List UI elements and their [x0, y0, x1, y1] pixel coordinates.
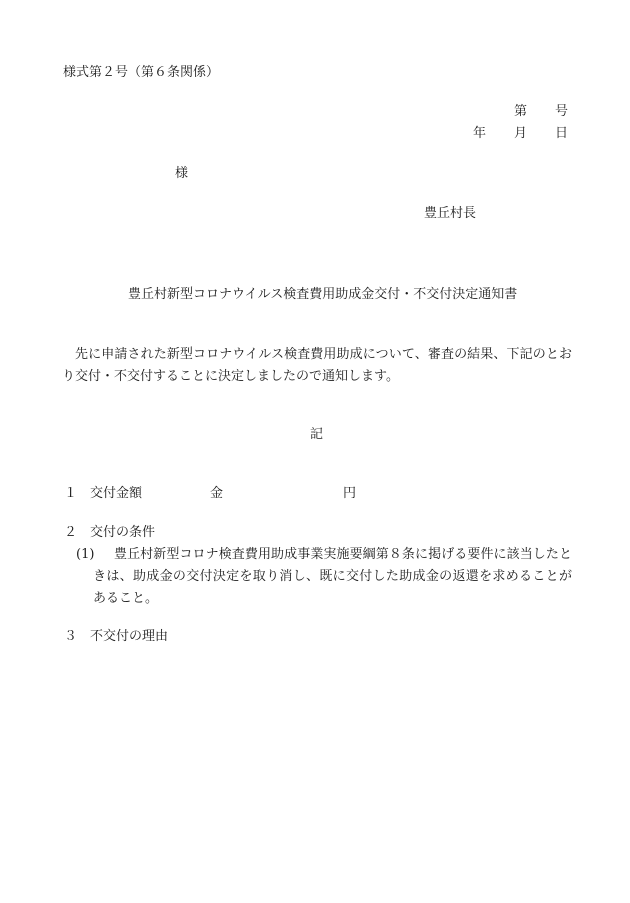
condition-item: [64, 544, 572, 610]
addressee-suffix: 様: [175, 166, 189, 181]
amount-prefix: 金: [210, 486, 224, 501]
condition-number: (1): [76, 547, 95, 562]
sender: 豊丘村長: [424, 206, 477, 221]
item-number: ３: [64, 629, 78, 644]
condition-text: 豊丘村新型コロナ検査費用助成事業実施要綱第８条に掲げる要件に該当したときは、助成金の交付決定を取り消し、既に交付した助成金の返還を求めることがあること。: [93, 547, 572, 606]
date-year: 年: [473, 126, 487, 141]
doc-number-prefix: 第: [514, 104, 528, 119]
body-text: 先に申請された新型コロナウイルス検査費用助成について、審査の結果、下記のとおり交付・不交付することに決定しましたので通知します。: [62, 347, 572, 384]
item-label: 交付の条件: [90, 525, 156, 540]
form-number: 様式第２号（第６条関係）: [63, 65, 220, 80]
amount-suffix: 円: [343, 486, 357, 501]
ki-heading: 記: [310, 427, 324, 442]
item-label: 不交付の理由: [90, 629, 169, 644]
date-month: 月: [514, 126, 528, 141]
document-title: 豊丘村新型コロナウイルス検査費用助成金交付・不交付決定通知書: [128, 287, 518, 302]
item-number: １: [64, 486, 78, 501]
date-day: 日: [555, 126, 569, 141]
doc-number-suffix: 号: [555, 104, 569, 119]
item-number: ２: [64, 525, 78, 540]
item-label: 交付金額: [90, 486, 143, 501]
